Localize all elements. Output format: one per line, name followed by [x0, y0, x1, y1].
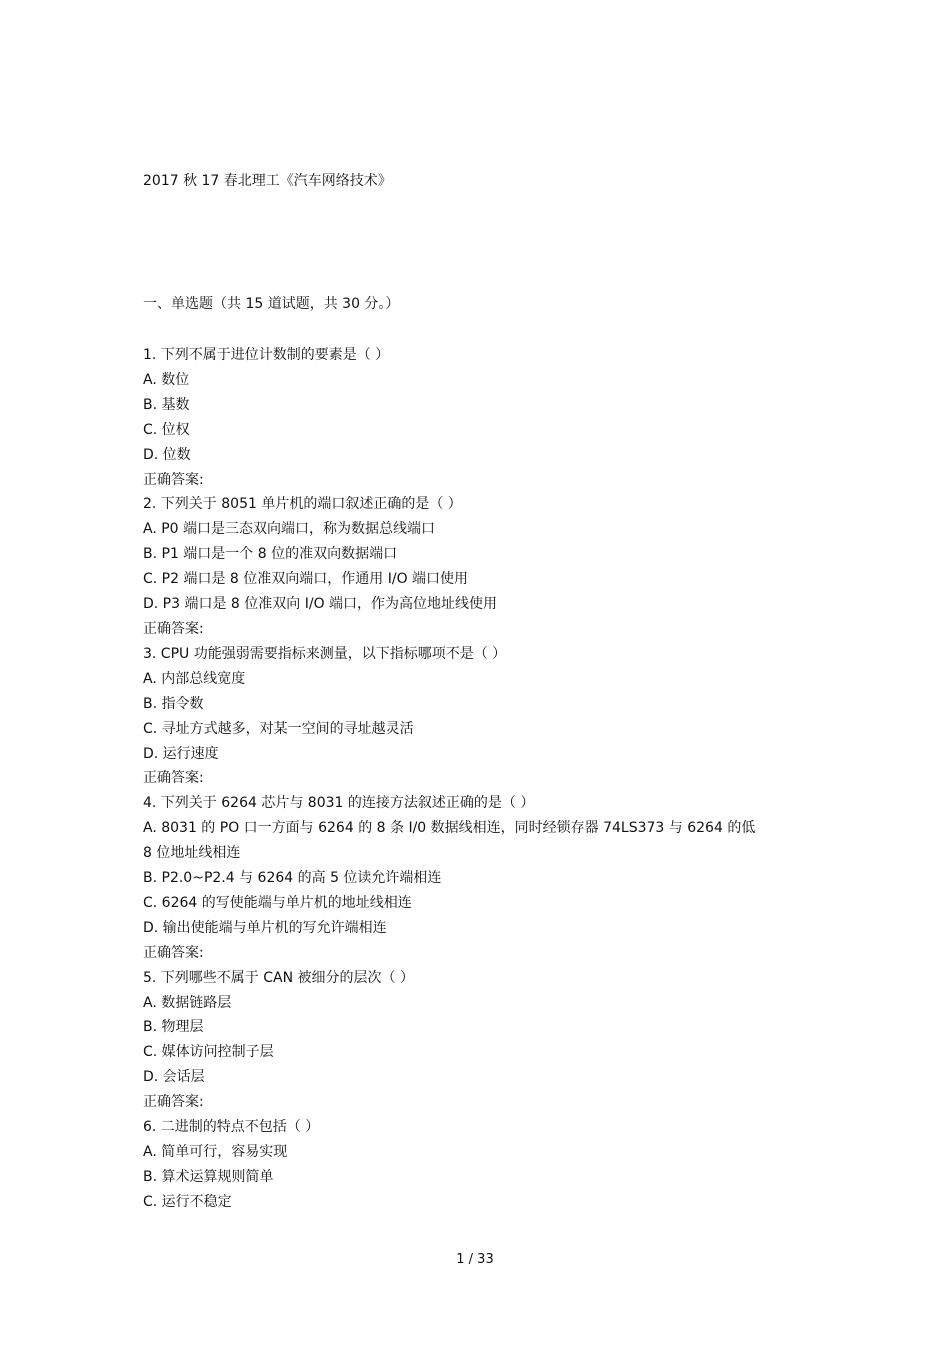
question-6-option-a: A. 简单可行，容易实现 [143, 1144, 288, 1160]
question-5-answer-label: 正确答案: [143, 1094, 204, 1111]
question-4-option-d: D. 输出使能端与单片机的写允许端相连 [143, 919, 387, 936]
question-4-option-b: B. P2.0~P2.4 与 6264 的高 5 位读允许端相连 [143, 870, 442, 887]
question-2-option-d: D. P3 端口是 8 位准双向 I/O 端口，作为高位地址线使用 [143, 596, 498, 613]
question-2-answer-label: 正确答案: [143, 620, 204, 637]
question-1-option-b: B. 基数 [143, 396, 190, 413]
question-2-option-b: B. P1 端口是一个 8 位的准双向数据端口 [143, 546, 398, 563]
question-4-answer-label: 正确答案: [143, 944, 204, 961]
question-3-option-a: A. 内部总线宽度 [143, 670, 246, 687]
question-6-option-b: B. 算术运算规则简单 [143, 1168, 274, 1185]
question-5-stem: 5. 下列哪些不属于 CAN 被细分的层次（ ） [143, 969, 414, 986]
question-3-stem: 3. CPU 功能强弱需要指标来测量，以下指标哪项不是（ ） [143, 645, 507, 662]
question-2-option-c: C. P2 端口是 8 位准双向端口，作通用 I/O 端口使用 [143, 571, 469, 588]
question-4-option-a: A. 8031 的 PO 口一方面与 6264 的 8 条 I/0 数据线相连，同时经锁存器 74LS373 与 6264 的低 [143, 820, 756, 837]
question-1-option-c: C. 位权 [143, 421, 190, 438]
question-3-option-d: D. 运行速度 [143, 745, 219, 762]
question-3-option-b: B. 指令数 [143, 695, 204, 712]
question-5-option-c: C. 媒体访问控制子层 [143, 1044, 274, 1061]
question-5-option-b: B. 物理层 [143, 1019, 204, 1036]
document-title: 2017 秋 17 春北理工《汽车网络技术》 [143, 173, 392, 189]
question-2-option-a: A. P0 端口是三态双向端口，称为数据总线端口 [143, 521, 436, 538]
question-6-stem: 6. 二进制的特点不包括（ ） [143, 1119, 320, 1136]
page-number: 1 / 33 [456, 1252, 494, 1267]
question-5-option-a: A. 数据链路层 [143, 994, 232, 1011]
question-4-stem: 4. 下列关于 6264 芯片与 8031 的连接方法叙述正确的是（ ） [143, 795, 535, 812]
question-1-option-a: A. 数位 [143, 371, 190, 388]
question-4-option-c: C. 6264 的写使能端与单片机的地址线相连 [143, 894, 412, 911]
question-2-stem: 2. 下列关于 8051 单片机的端口叙述正确的是（ ） [143, 496, 462, 513]
question-1-option-d: D. 位数 [143, 446, 191, 463]
question-1-answer-label: 正确答案: [143, 471, 204, 488]
question-6-option-c: C. 运行不稳定 [143, 1193, 232, 1210]
question-3-option-c: C. 寻址方式越多，对某一空间的寻址越灵活 [143, 720, 414, 737]
question-3-answer-label: 正确答案: [143, 770, 204, 787]
question-4-option-a-continued: 8 位地址线相连 [143, 845, 241, 862]
question-5-option-d: D. 会话层 [143, 1069, 205, 1086]
question-1-stem: 1. 下列不属于进位计数制的要素是（ ） [143, 347, 390, 363]
section-heading: 一、单选题（共 15 道试题，共 30 分。） [143, 296, 400, 312]
question-list [143, 343, 813, 1215]
